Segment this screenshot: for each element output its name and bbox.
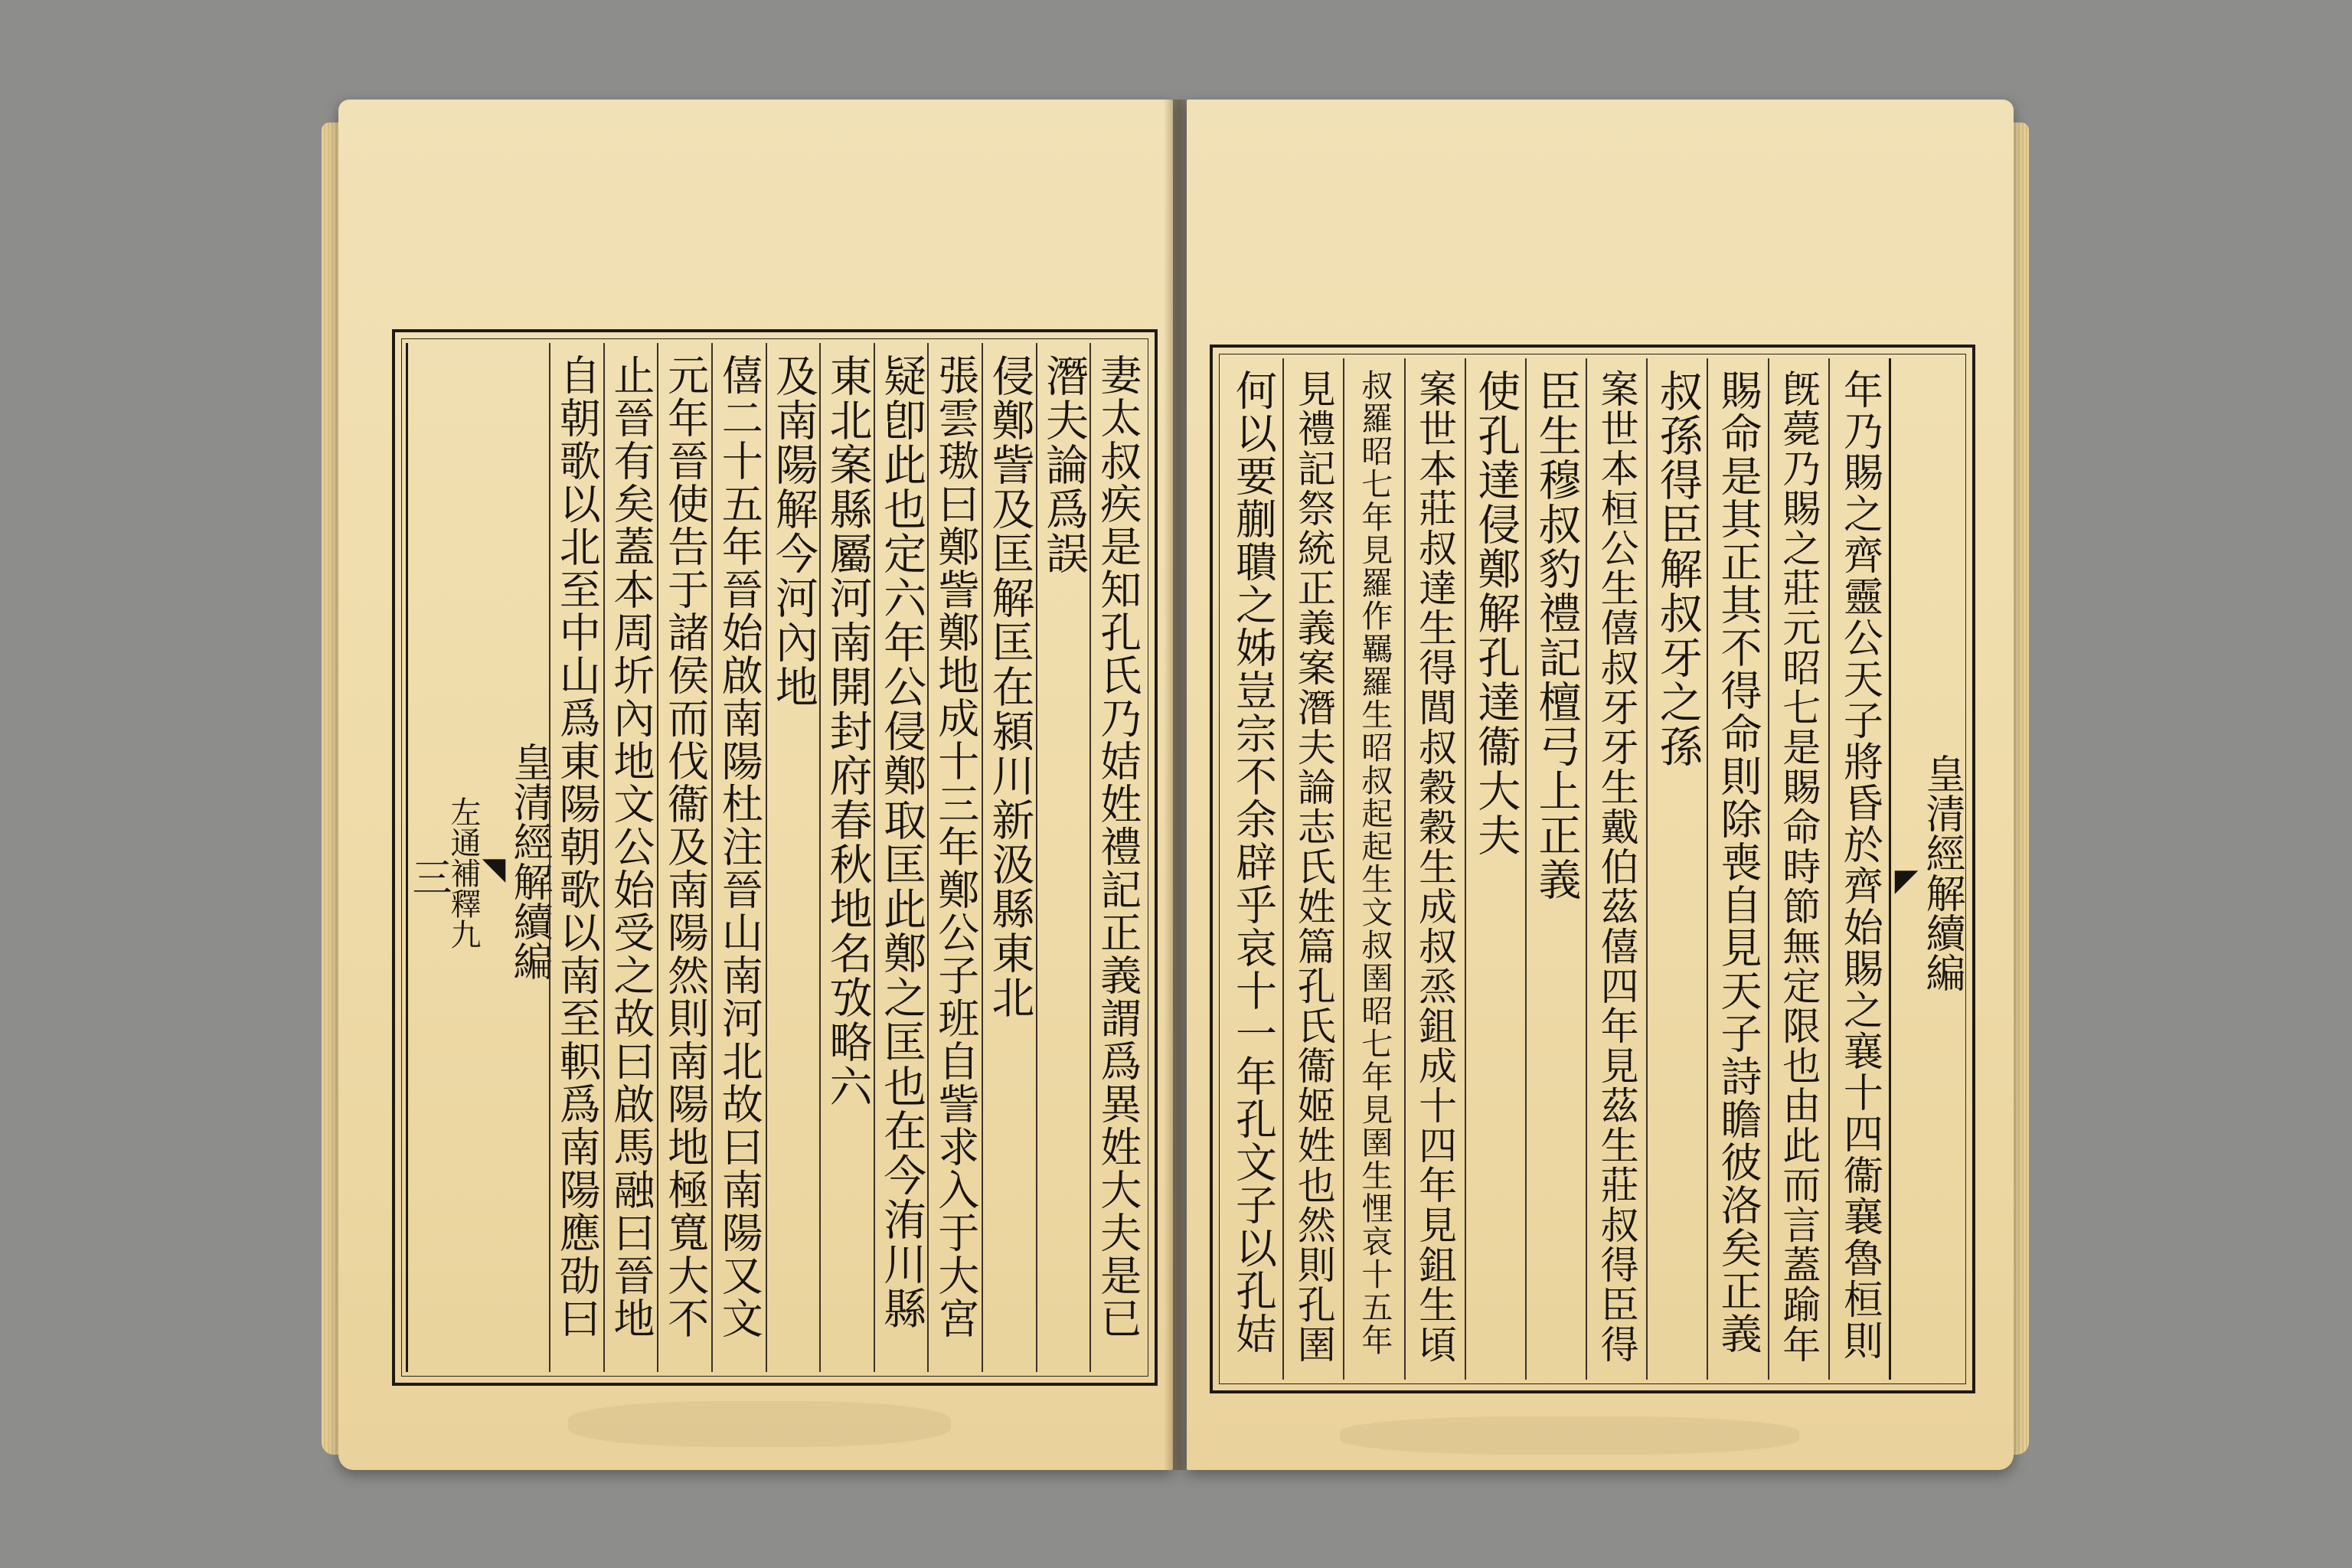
text-column: 叔羅昭七年見羅作羈羅生昭叔起起生文叔圉昭七年見圉生悝哀十五年: [1343, 358, 1403, 1380]
text-column: 東北案縣屬河南開封府春秋地名攷略六: [819, 343, 874, 1372]
text-column: 年乃賜之齊靈公天子將昏於齊始賜之襄十四衞襄魯桓則: [1828, 358, 1889, 1380]
text-column: 賜命是其正其不得命則除喪自見天子詩瞻彼洛矣正義: [1707, 358, 1767, 1380]
text-column: 張雲璈曰鄭訾鄭地成十三年鄭公子班自訾求入于大宮: [927, 343, 982, 1372]
banxin-title: 皇清經解續編: [1919, 753, 1965, 992]
text-column: 僖二十五年晉始啟南陽杜注晉山南河北故曰南陽又文: [711, 343, 766, 1372]
text-column: 旣薨乃賜之莊元昭七是賜命時節無定限也由此而言蓋踰年: [1768, 358, 1828, 1380]
text-column: 案世本莊叔達生得閭叔穀穀生成叔烝鉏成十四年見鉏生頃: [1404, 358, 1465, 1380]
text-column: 見禮記祭統正義案潛夫論志氏姓篇孔氏衞姬姓也然則孔圉: [1282, 358, 1343, 1380]
banxin-section: 左通補釋九: [445, 796, 481, 949]
text-column: 案世本桓公生僖叔牙牙生戴伯茲僖四年見茲生莊叔得臣得: [1586, 358, 1646, 1380]
fish-tail-mark: ◥: [475, 851, 511, 887]
page-number: 三: [404, 857, 451, 897]
left-banxin: [404, 343, 552, 1372]
right-page: [1187, 100, 2014, 1470]
right-text-frame: [1210, 345, 1975, 1393]
text-column: 侵鄭訾及匡解匡在潁川新汲縣東北: [982, 343, 1036, 1372]
text-column: 及南陽解今河內地: [766, 343, 820, 1372]
text-column: 潛夫論爲誤: [1036, 343, 1090, 1372]
text-column: 妻太叔疾是知孔氏乃姞姓禮記正義謂爲異姓大夫是已: [1089, 343, 1144, 1372]
left-text-frame: [392, 329, 1158, 1386]
text-column: 何以要蒯聵之姊豈宗不余辟乎哀十一年孔文子以孔姞: [1229, 369, 1278, 1355]
text-column: 元年晉使告于諸侯而伐衞及南陽然則南陽地極寬大不: [657, 343, 711, 1372]
text-column: 止晉有矣蓋本周圻內地文公始受之故曰啟馬融曰晉地: [603, 343, 658, 1372]
text-column: 叔孫得臣解叔牙之孫: [1646, 358, 1707, 1380]
left-page: [338, 100, 1173, 1470]
text-column: 疑卽此也定六年公侵鄭取匡此鄭之匡也在今洧川縣: [874, 343, 928, 1372]
text-column: 自朝歌以北至中山爲東陽朝歌以南至軹爲南陽應劭曰: [549, 343, 603, 1372]
text-column: 臣生穆叔豹禮記檀弓上正義: [1525, 358, 1586, 1380]
text-column: 使孔達侵鄭解孔達衞大夫: [1465, 358, 1525, 1380]
banxin-title: 皇清經解續編: [505, 742, 552, 981]
right-banxin: [1889, 358, 1965, 1380]
fish-tail-mark: ◤: [1889, 863, 1924, 898]
open-book: [322, 92, 2029, 1478]
